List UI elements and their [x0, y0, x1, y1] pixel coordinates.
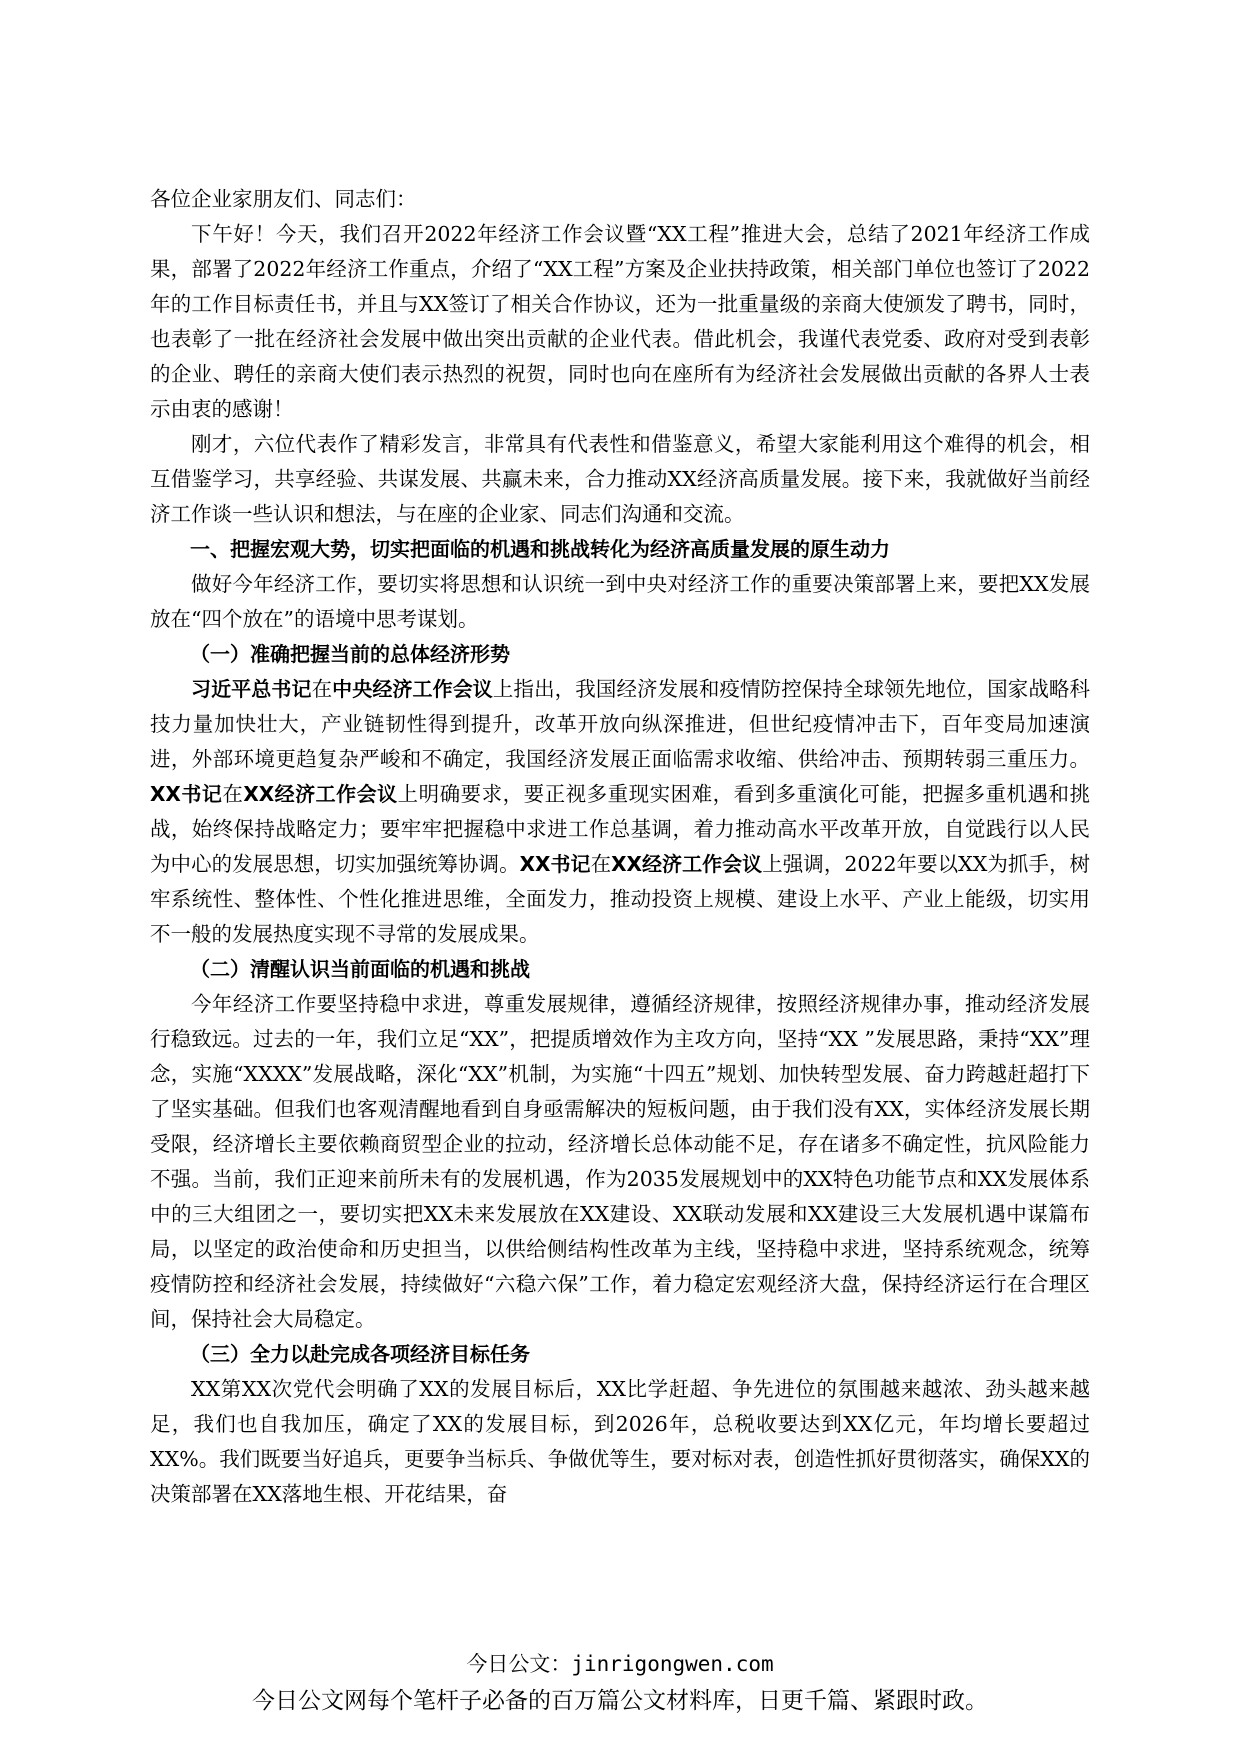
- bold-phrase: XX书记: [150, 782, 223, 806]
- subheading-2: （二）清醒认识当前面临的机遇和挑战: [190, 957, 530, 981]
- paragraph-section-intro: 做好今年经济工作，要切实将思想和认识统一到中央对经济工作的重要决策部署上来，要把XX发展放在“四个放在”的语境中思考谋划。: [150, 572, 1090, 631]
- subheading-3: （三）全力以赴完成各项经济目标任务: [190, 1342, 530, 1366]
- paragraph-economic-situation: 习近平总书记在中央经济工作会议上指出，我国经济发展和疫情防控保持全球领先地位，国家战略科技力量加快壮大，产业链韧性得到提升，改革开放向纵深推进，但世纪疫情冲击下，百年变局加速演进，外部环境更趋复杂严峻和不确定，我国经济发展正面临需求收缩、供给冲击、预期转弱三重压力。XX书记在XX经济工作会议上明确要求，要正视多重现实困难，看到多重演化可能，把握多重机遇和挑战，始终保持战略定力；要牢牢把握稳中求进工作总基调，着力推动高水平改革开放，自觉践行以人民为中心的发展思想，切实加强统筹协调。XX书记在XX经济工作会议上强调，2022年要以XX为抓手，树牢系统性、整体性、个性化推进思维，全面发力，推动投资上规模、建设上水平、产业上能级，切实用不一般的发展热度实现不寻常的发展成果。: [150, 677, 1091, 946]
- bold-phrase: XX经济工作会议: [611, 852, 763, 876]
- footer-site: [0, 1648, 1240, 1678]
- paragraph-targets: XX第XX次党代会明确了XX的发展目标后，XX比学赶超、争先进位的氛围越来越浓、劲头越来越足，我们也自我加压，确定了XX的发展目标，到2026年，总税收要达到XX亿元，年均增长要超过XX%。我们既要当好追兵，更要争当标兵、争做优等生，要对标对表，创造性抓好贯彻落实，确保XX的决策部署在XX落地生根、开花结果，奋: [150, 1377, 1090, 1506]
- site-name: 今日公文：: [466, 1652, 572, 1676]
- footer-slogan: 今日公文网每个笔杆子必备的百万篇公文材料库，日更千篇、紧跟时政。: [252, 1688, 988, 1714]
- salutation: 各位企业家朋友们、同志们：: [150, 187, 417, 211]
- bold-phrase: 习近平总书记: [191, 677, 312, 701]
- document-body: [150, 182, 1090, 1512]
- bold-phrase: 中央经济工作会议: [332, 677, 493, 701]
- site-url[interactable]: jinrigongwen.com: [571, 1652, 774, 1676]
- bold-phrase: XX经济工作会议: [243, 782, 398, 806]
- paragraph-opportunities: 今年经济工作要坚持稳中求进，尊重发展规律，遵循经济规律，按照经济规律办事，推动经济发展行稳致远。过去的一年，我们立足“XX”，把提质增效作为主攻方向，坚持“XX ”发展思路，秉持“XX”理念，实施“XXXX”发展战略，深化“XX”机制，为实施“十四五”规划、加快转型发展、奋力跨越赶超打下了坚实基础。但我们也客观清醒地看到自身亟需解决的短板问题，由于我们没有XX，实体经济发展长期受限，经济增长主要依赖商贸型企业的拉动，经济增长总体动能不足，存在诸多不确定性，抗风险能力不强。当前，我们正迎来前所未有的发展机遇，作为2035发展规划中的XX特色功能节点和XX发展体系中的三大组团之一，要切实把XX未来发展放在XX建设、XX联动发展和XX建设三大发展机遇中谋篇布局，以坚定的政治使命和历史担当，以供给侧结构性改革为主线，坚持稳中求进，坚持系统观念，统筹疫情防控和经济社会发展，持续做好“六稳六保”工作，着力稳定宏观经济大盘，保持经济运行在合理区间，保持社会大局稳定。: [150, 992, 1090, 1331]
- paragraph-speeches: 刚才，六位代表作了精彩发言，非常具有代表性和借鉴意义，希望大家能利用这个难得的机会，相互借鉴学习，共享经验、共谋发展、共赢未来，合力推动XX经济高质量发展。接下来，我就做好当前经济工作谈一些认识和想法，与在座的企业家、同志们沟通和交流。: [150, 432, 1090, 526]
- subheading-1: （一）准确把握当前的总体经济形势: [190, 642, 510, 666]
- section-heading-1: 一、把握宏观大势，切实把面临的机遇和挑战转化为经济高质量发展的原生动力: [190, 537, 890, 561]
- paragraph-greeting: 下午好！今天，我们召开2022年经济工作会议暨“XX工程”推进大会，总结了2021年经济工作成果，部署了2022年经济工作重点，介绍了“XX工程”方案及企业扶持政策，相关部门单位也签订了2022年的工作目标责任书，并且与XX签订了相关合作协议，还为一批重量级的亲商大使颁发了聘书，同时，也表彰了一批在经济社会发展中做出突出贡献的企业代表。借此机会，我谨代表党委、政府对受到表彰的企业、聘任的亲商大使们表示热烈的祝贺，同时也向在座所有为经济社会发展做出贡献的各界人士表示由衷的感谢！: [150, 222, 1090, 421]
- bold-phrase: XX书记: [519, 852, 591, 876]
